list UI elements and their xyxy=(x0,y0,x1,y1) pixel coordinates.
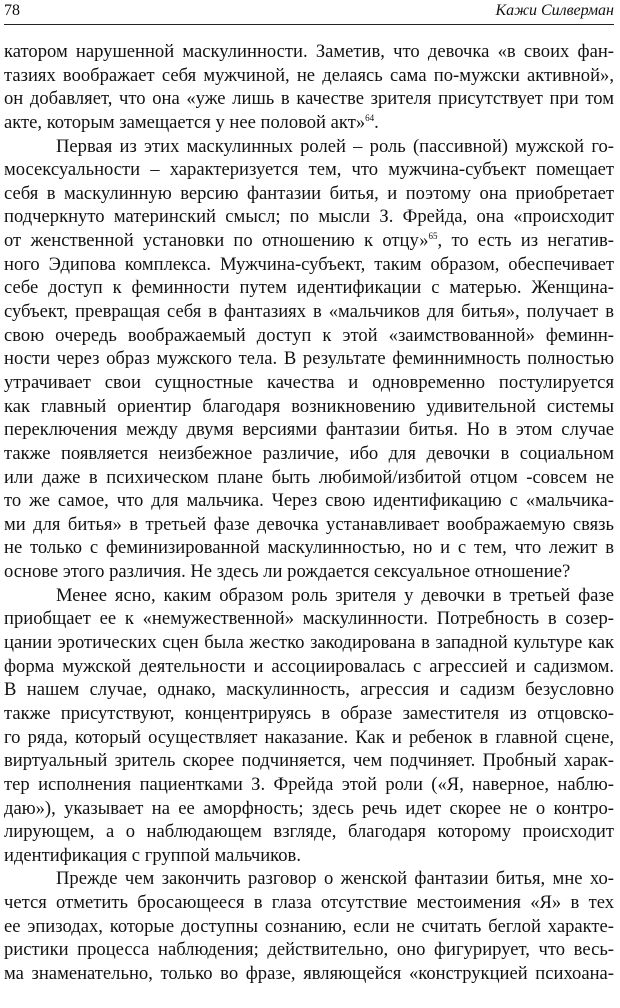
line-text: свою очередь воображаемый доступ к этой «заимствованной» феминн- xyxy=(4,324,614,346)
line-text: мосексуальности – характеризуется тем, что мужчина-субъект помещает xyxy=(4,159,614,181)
page-header xyxy=(4,0,614,25)
line-text: лирующем, а о наблюдающем взгляде, благодаря которому происходит xyxy=(4,821,614,843)
line-text: катором нарушенной маскулинности. Заметив, что девочка «в своих фан- xyxy=(4,41,614,62)
line-text: приобщает ее к «немужественной» маскулинности. Потребность в созер- xyxy=(4,608,614,630)
text-line xyxy=(4,513,614,537)
line-text: чется отметить бросающееся в глаза отсутствие местоимения «Я» в тех xyxy=(4,892,614,914)
text-line xyxy=(4,536,614,560)
line-text-continuation: . xyxy=(374,111,379,133)
page-number: 78 xyxy=(4,2,20,19)
text-line xyxy=(4,891,614,915)
text-line xyxy=(4,773,614,797)
text-line xyxy=(4,607,614,631)
text-line xyxy=(4,466,614,490)
text-line xyxy=(4,324,614,348)
text-line xyxy=(4,702,614,726)
line-text: го ряда, который осуществляет наказание. Как и ребенок в главной сцене, xyxy=(4,726,614,748)
text-line xyxy=(4,655,614,679)
text-line xyxy=(4,229,614,253)
text-line xyxy=(4,87,614,111)
text-line xyxy=(4,631,614,655)
line-text: Менее ясно, каким образом роль зрителя у девочки в третьей фазе xyxy=(56,584,614,606)
text-line xyxy=(4,489,614,513)
text-line xyxy=(4,64,614,88)
line-text: ного Эдипова комплекса. Мужчина-субъект, таким образом, обеспечивает xyxy=(4,253,614,275)
text-line xyxy=(4,276,614,300)
line-text: акте, которым замещается у нее половой акт» xyxy=(4,111,366,133)
line-text: подчеркнуто материнский смысл; по мысли З. Фрейда, она «происходит xyxy=(4,206,614,228)
text-line xyxy=(4,418,614,442)
text-line xyxy=(4,962,614,986)
line-text: виртуальный зритель скорее подчиняется, чем подчиняет. Пробный харак- xyxy=(4,750,614,772)
text-line xyxy=(4,938,614,962)
text-line xyxy=(4,40,614,64)
text-line xyxy=(4,371,614,395)
line-text: ности через образ мужского тела. В результате феминнимность полностью xyxy=(4,348,614,370)
line-text: Прежде чем закончить разговор о женской фантазии битья, мне хо- xyxy=(56,868,614,890)
line-text: форма мужской деятельности и ассоциировалась с агрессией и садизмом. xyxy=(4,655,614,677)
line-text: то же самое, что для мальчика. Через свою идентификацию с «мальчика- xyxy=(4,490,614,512)
line-text: Первая из этих маскулинных ролей – роль (пассивной) мужской го- xyxy=(56,135,614,157)
line-text: даю»), указывает на ее аморфность; здесь речь идет скорее не о контро- xyxy=(4,797,614,819)
line-text: как главный ориентир благодаря возникновению удивительной системы xyxy=(4,395,614,417)
body-text xyxy=(4,40,614,986)
text-line xyxy=(4,797,614,821)
line-text: себя в маскулинную версию фантазии битья, и поэтому она приобретает xyxy=(4,182,614,204)
line-text: от женственной установки по отношению к отцу» xyxy=(4,230,429,252)
line-text: субъект, превращая себя в фантазиях в «мальчиков для битья», получает в xyxy=(4,301,614,323)
text-line xyxy=(4,560,614,584)
line-text: идентификация с группой мальчиков. xyxy=(4,844,301,866)
line-text: себе доступ к феминности путем идентификации с матерью. Женщина- xyxy=(4,277,614,299)
line-text: тазиях воображает себя мужчиной, не делаясь сама по-мужски активной», xyxy=(4,64,614,86)
footnote-marker: 64 xyxy=(365,112,375,123)
text-line xyxy=(4,395,614,419)
text-line xyxy=(4,300,614,324)
footnote-marker: 65 xyxy=(428,230,438,241)
line-text: не только с феминизированной маскулинностью, но и с тем, что лежит в xyxy=(4,537,614,559)
line-text: также появляется неизбежное различие, ибо для девочки в социальном xyxy=(4,442,614,464)
text-line xyxy=(4,205,614,229)
line-text: утрачивает свои сущностные качества и одновременно постулируется xyxy=(4,371,614,393)
text-line xyxy=(4,111,614,135)
text-line xyxy=(4,820,614,844)
line-text: цании эротических сцен была жестко закодирована в западной культуре как xyxy=(4,632,614,654)
text-line xyxy=(4,844,614,868)
line-text: В нашем случае, однако, маскулинность, агрессия и садизм безусловно xyxy=(4,679,614,701)
text-line xyxy=(4,726,614,750)
text-line xyxy=(4,442,614,466)
running-head-author: Кажи Силверман xyxy=(495,2,614,19)
text-line xyxy=(4,915,614,939)
text-line xyxy=(4,182,614,206)
text-line xyxy=(4,584,614,608)
line-text: ристики процесса наблюдения; действительно, оно фигурирует, что весь- xyxy=(4,939,614,961)
line-text-continuation: , то есть из негатив- xyxy=(437,230,614,252)
text-line xyxy=(4,135,614,159)
line-text: переключения между двумя версиями фантазии битья. Но в этом случае xyxy=(4,419,614,441)
line-text: или даже в психическом плане быть любимой/избитой отцом -совсем не xyxy=(4,466,614,488)
line-text: основе этого различия. Не здесь ли рождается сексуальное отношение? xyxy=(4,561,571,583)
text-line xyxy=(4,678,614,702)
text-line xyxy=(4,867,614,891)
text-line xyxy=(4,158,614,182)
line-text: ее эпизодах, которые доступны сознанию, если не считать беглой характе- xyxy=(4,915,614,937)
text-line xyxy=(4,253,614,277)
text-line xyxy=(4,347,614,371)
text-line xyxy=(4,749,614,773)
line-text: ма знаменательно, только во фразе, являющейся «конструкцией психоана- xyxy=(4,962,614,984)
line-text: также присутствуют, концентрируясь в образе заместителя из отцовско- xyxy=(4,702,614,724)
line-text: тер исполнения пациентками З. Фрейда этой роли («Я, наверное, наблю- xyxy=(4,773,614,795)
line-text: он добавляет, что она «уже лишь в качестве зрителя присутствует при том xyxy=(4,88,614,110)
line-text: ми для битья» в третьей фазе девочка устанавливает воображаемую связь xyxy=(4,513,614,535)
